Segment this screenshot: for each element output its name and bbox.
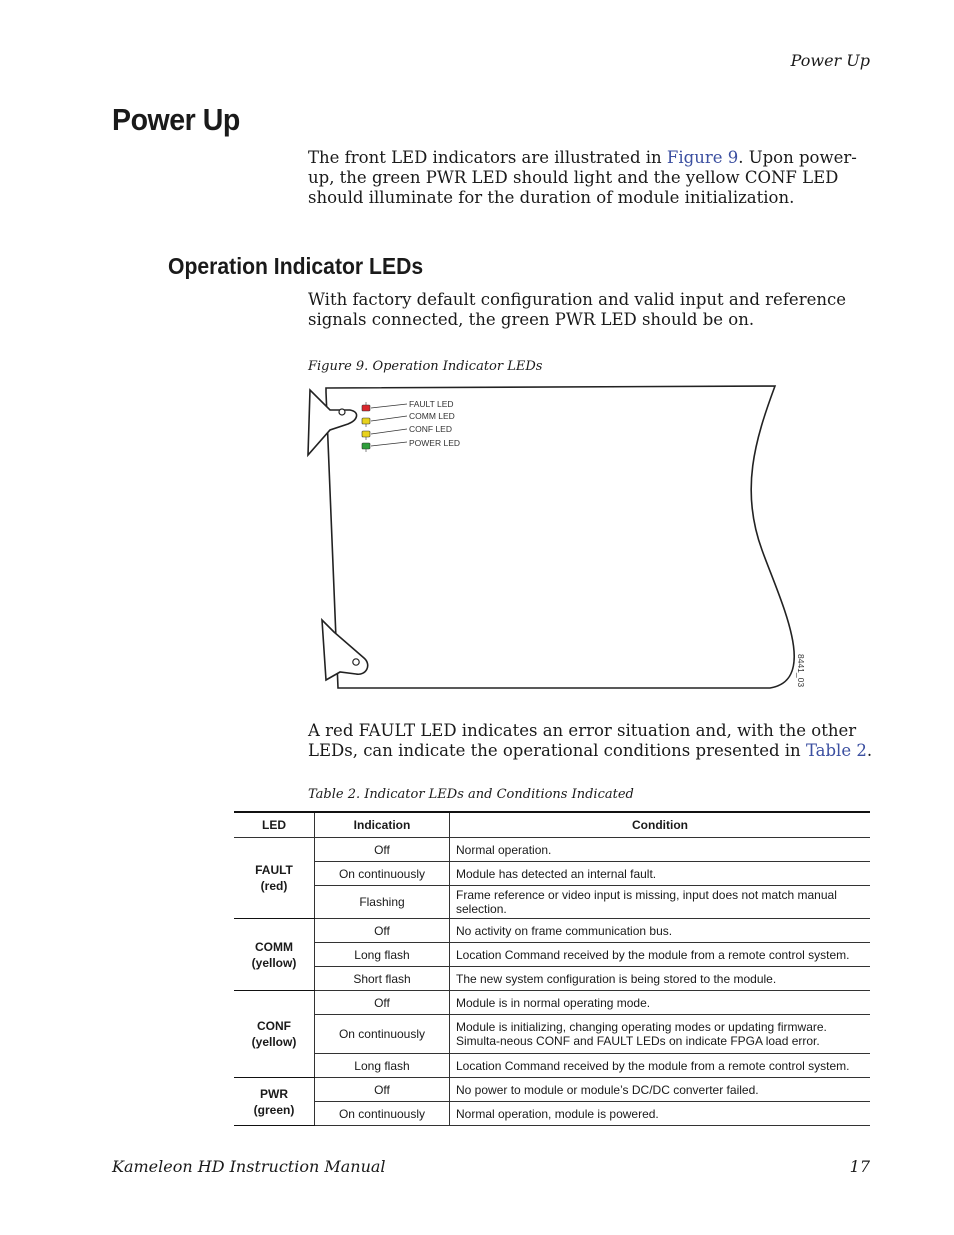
intro-paragraph — [308, 148, 873, 208]
led-color: (red) — [260, 879, 288, 893]
conf-led — [362, 431, 370, 440]
fault-led-label: FAULT LED — [409, 399, 454, 409]
bottom-ejector — [322, 620, 368, 680]
comm-led-body — [362, 418, 370, 424]
indication-cell: Off — [315, 1078, 450, 1102]
led-color: (green) — [253, 1102, 295, 1117]
table-row — [234, 862, 870, 886]
conf-led-body — [362, 431, 370, 437]
condition-cell: Module has detected an internal fault. — [450, 862, 871, 886]
led-color: (yellow) — [251, 955, 297, 970]
power-led-body — [362, 443, 370, 449]
indication-cell: Long flash — [315, 1054, 450, 1078]
intro-text-start: The front LED indicators are illustrated in — [308, 148, 667, 167]
table-2-link[interactable]: Table 2 — [805, 741, 867, 760]
fault-led-paragraph — [308, 721, 873, 761]
comm-led-label: COMM LED — [409, 411, 455, 421]
comm-led — [362, 418, 370, 427]
condition-cell: Normal operation, module is powered. — [450, 1102, 871, 1126]
condition-cell: No power to module or module’s DC/DC converter failed. — [450, 1078, 871, 1102]
section-heading: Operation Indicator LEDs — [168, 253, 424, 279]
indication-cell: Long flash — [315, 943, 450, 967]
top-ejector-hole — [339, 409, 345, 415]
led-name: FAULT — [255, 863, 293, 877]
indication-cell: On continuously — [315, 1102, 450, 1126]
default-config-paragraph: With factory default configuration and valid input and reference signals connected, the green PWR LED should be on. — [308, 290, 846, 329]
page-title: Power Up — [112, 102, 240, 137]
led-name: PWR — [260, 1086, 288, 1101]
top-ejector — [308, 390, 357, 455]
table-row — [234, 967, 870, 991]
page-number: 17 — [849, 1157, 870, 1176]
header-led: LED — [234, 812, 315, 838]
header-indication: Indication — [315, 812, 450, 838]
indication-cell: Off — [315, 991, 450, 1015]
led-cell-fault — [234, 838, 315, 919]
figure-caption: Figure 9. Operation Indicator LEDs — [308, 359, 543, 374]
condition-cell: The new system configuration is being stored to the module. — [450, 967, 871, 991]
comm-leader — [371, 416, 407, 421]
table-row — [234, 1015, 870, 1054]
conf-led-label: CONF LED — [409, 424, 452, 434]
indication-cell: On continuously — [315, 862, 450, 886]
intro-text-end: . Upon power-up, the green PWR LED should light and the yellow CONF LED should illuminate for the duration of module initialization. — [308, 148, 857, 207]
table-row — [234, 919, 870, 943]
condition-cell: Frame reference or video input is missing, input does not match manual selection. — [450, 886, 871, 919]
fault-led — [362, 402, 370, 411]
conf-leader — [371, 429, 407, 434]
led-cell-conf — [234, 991, 315, 1078]
power-led — [362, 443, 370, 452]
fault-led-body — [362, 405, 370, 411]
table-row — [234, 943, 870, 967]
footer-manual-title: Kameleon HD Instruction Manual — [112, 1157, 386, 1176]
board-outline — [326, 386, 794, 688]
table-row — [234, 838, 870, 862]
table-header-row — [234, 812, 870, 838]
figure-id-code: 8441_03 — [796, 654, 806, 688]
figure-9-link[interactable]: Figure 9 — [666, 148, 739, 167]
fault-text-start: A red FAULT LED indicates an error situation and, with the other LEDs, can indicate the operational conditions presented in — [308, 721, 857, 760]
module-front-illustration — [300, 380, 815, 695]
indication-cell: Off — [315, 919, 450, 943]
condition-cell: No activity on frame communication bus. — [450, 919, 871, 943]
table-row — [234, 1078, 870, 1102]
indication-cell: Flashing — [315, 886, 450, 919]
power-leader — [371, 442, 407, 446]
condition-cell: Module is initializing, changing operating modes or updating firmware. Simulta-neous CONF and FAULT LEDs on indicate FPGA load error. — [450, 1015, 871, 1054]
condition-cell: Module is in normal operating mode. — [450, 991, 871, 1015]
fault-text-end: . — [866, 741, 873, 760]
indication-cell: Off — [315, 838, 450, 862]
header-condition: Condition — [450, 812, 871, 838]
table-row — [234, 1054, 870, 1078]
condition-cell: Location Command received by the module from a remote control system. — [450, 943, 871, 967]
led-name: COMM — [255, 939, 293, 954]
condition-cell: Normal operation. — [450, 838, 871, 862]
running-header: Power Up — [790, 51, 870, 70]
power-led-label: POWER LED — [409, 438, 461, 448]
table-row — [234, 886, 870, 919]
table-row — [234, 991, 870, 1015]
bottom-ejector-hole — [353, 659, 359, 665]
led-cell-pwr — [234, 1078, 315, 1126]
led-name: CONF — [257, 1019, 291, 1033]
indication-cell: On continuously — [315, 1015, 450, 1054]
table-caption: Table 2. Indicator LEDs and Conditions Indicated — [308, 787, 634, 802]
indicator-table — [234, 811, 870, 1126]
table-row — [234, 1102, 870, 1126]
led-cell-comm — [234, 919, 315, 991]
led-color: (yellow) — [251, 1035, 297, 1049]
fault-leader — [371, 404, 407, 408]
indication-cell: Short flash — [315, 967, 450, 991]
condition-cell: Location Command received by the module from a remote control system. — [450, 1054, 871, 1078]
